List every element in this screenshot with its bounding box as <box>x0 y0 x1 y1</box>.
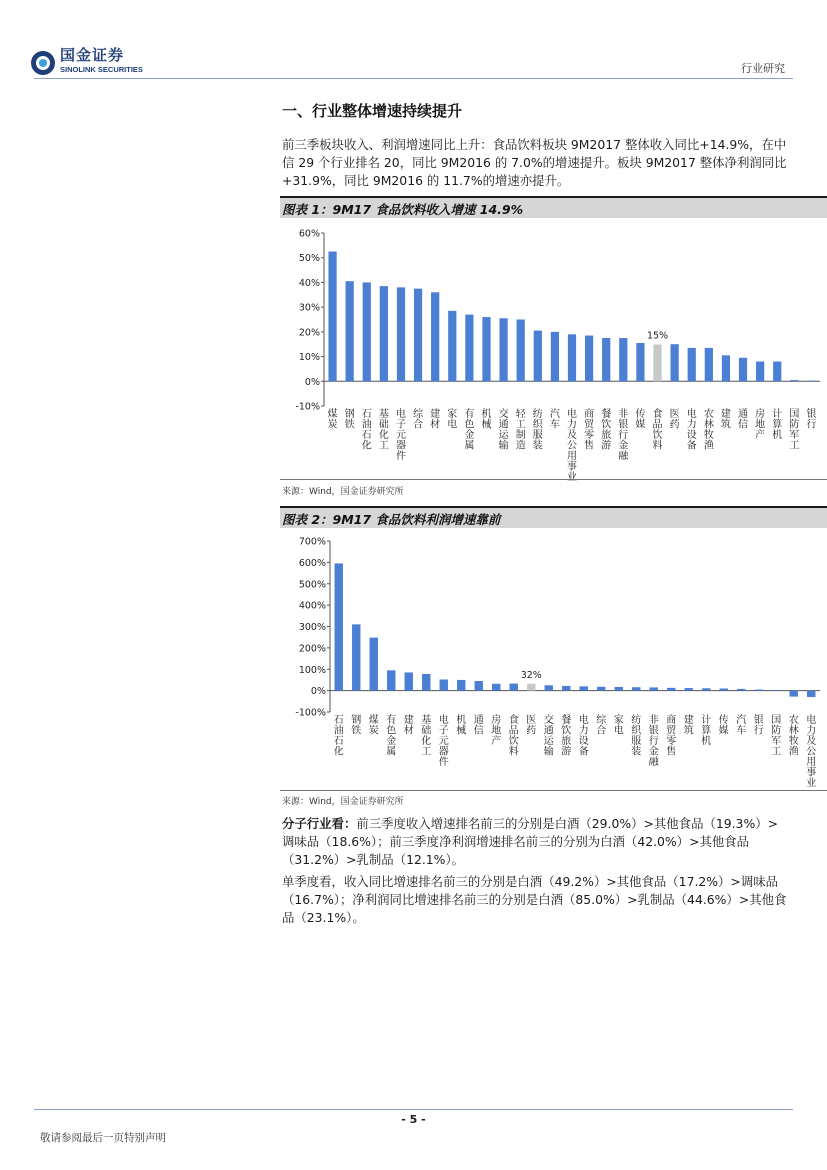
bar <box>475 681 483 691</box>
category-label: 电力及公用事业 <box>806 715 817 789</box>
bar <box>440 680 448 691</box>
bar <box>790 691 798 697</box>
logo-cn-text: 国金证券 <box>60 46 125 64</box>
bar <box>705 348 713 381</box>
bar <box>457 680 465 691</box>
logo-en-text: SINOLINK SECURITIES <box>60 65 143 74</box>
y-tick-label: 100% <box>298 664 326 676</box>
bar <box>597 687 605 691</box>
bar <box>545 685 553 690</box>
bar <box>517 320 525 382</box>
category-label: 石油石化 <box>333 715 344 758</box>
category-label: 通信 <box>473 715 484 737</box>
category-label: 传媒 <box>635 409 646 431</box>
bar <box>422 674 430 691</box>
bar <box>756 362 764 382</box>
bar <box>737 689 745 691</box>
figure-2-source-divider <box>280 790 827 791</box>
bar <box>335 563 343 690</box>
bar <box>387 670 395 690</box>
bar <box>807 691 815 697</box>
category-label: 建筑 <box>683 715 694 737</box>
bar <box>632 687 640 690</box>
category-label: 商贸零售 <box>666 715 677 758</box>
bar <box>671 344 679 381</box>
category-label: 煤炭 <box>327 409 338 431</box>
category-label: 基础化工 <box>421 715 432 758</box>
bar <box>755 690 763 691</box>
bar <box>352 624 360 690</box>
category-label: 建材 <box>403 715 414 737</box>
profit-growth-chart <box>280 530 827 788</box>
bar <box>405 672 413 690</box>
bar <box>499 318 507 381</box>
disclaimer-note: 敬请参阅最后一页特别声明 <box>40 1132 166 1144</box>
category-label: 国防军工 <box>771 715 782 758</box>
figure-2-title: 图表 2：9M17 食品饮料利润增速靠前 <box>282 512 501 527</box>
category-label: 房地产 <box>755 409 766 441</box>
figure-1-title: 图表 1：9M17 食品饮料收入增速 14.9% <box>282 202 524 217</box>
category-label: 建筑 <box>720 409 731 431</box>
y-tick-label: 600% <box>298 557 326 569</box>
category-label: 非银行金融 <box>618 409 629 462</box>
y-tick-label: 700% <box>298 536 326 548</box>
bar <box>602 338 610 381</box>
section-title: 一、行业整体增速持续提升 <box>282 102 463 120</box>
category-label: 医药 <box>669 409 680 431</box>
bar <box>363 282 371 381</box>
bar <box>492 684 500 691</box>
category-label: 煤炭 <box>368 715 379 737</box>
bar <box>448 311 456 381</box>
subsector-lead: 分子行业看： <box>282 816 357 831</box>
category-label: 计算机 <box>772 409 783 441</box>
bar <box>465 315 473 382</box>
figure-1-source-divider <box>280 479 827 480</box>
category-label: 食品饮料 <box>508 715 519 758</box>
category-label: 汽车 <box>549 409 560 431</box>
category-label: 非银行金融 <box>648 715 659 768</box>
bar <box>636 343 644 381</box>
header-divider <box>34 78 793 79</box>
category-label: 餐饮旅游 <box>561 715 572 758</box>
figure-1-header <box>280 196 827 218</box>
y-tick-label: 200% <box>298 643 326 655</box>
category-label: 商贸零售 <box>584 409 595 452</box>
bar <box>688 348 696 381</box>
bar <box>667 688 675 691</box>
category-label: 综合 <box>596 715 607 737</box>
bar <box>414 289 422 382</box>
y-tick-label: 0% <box>310 686 326 698</box>
bar <box>580 686 588 690</box>
bar <box>619 338 627 381</box>
highlight-data-label: 15% <box>646 330 669 342</box>
bar <box>790 380 798 381</box>
y-tick-label: 0% <box>304 376 320 388</box>
report-category: 行业研究 <box>741 62 785 75</box>
bar <box>397 287 405 381</box>
y-tick-label: -10% <box>295 401 320 413</box>
category-label: 电力设备 <box>578 715 589 758</box>
bar <box>739 358 747 381</box>
bar <box>370 638 378 691</box>
category-label: 综合 <box>413 409 424 431</box>
category-label: 机械 <box>456 715 467 737</box>
bar <box>722 355 730 381</box>
bar <box>380 286 388 381</box>
category-label: 汽车 <box>736 715 747 737</box>
y-tick-label: 40% <box>298 277 320 289</box>
category-label: 有色金属 <box>464 409 475 452</box>
category-label: 银行 <box>806 409 817 431</box>
bar <box>568 334 576 381</box>
category-label: 传媒 <box>718 715 729 737</box>
category-label: 基础化工 <box>378 409 389 452</box>
y-tick-label: 30% <box>298 302 320 314</box>
bar <box>585 336 593 382</box>
bar <box>431 292 439 381</box>
y-tick-label: 20% <box>298 327 320 339</box>
bar <box>346 281 354 381</box>
subsector-p1-text: 前三季度收入增速排名前三的分别是白酒（29.0%）>其他食品（19.3%）>调味品（18.6%）；前三季度净利润增速排名前三的分别为白酒（42.0%）>其他食品（31.2%）>乳制品（12.1%）。 <box>282 816 778 867</box>
category-label: 食品饮料 <box>652 409 663 452</box>
figure-2-header <box>280 506 827 528</box>
category-label: 建材 <box>430 409 441 431</box>
category-label: 石油石化 <box>361 409 372 452</box>
bar <box>551 332 559 381</box>
category-label: 电子元器件 <box>395 409 406 462</box>
bar <box>328 252 336 382</box>
y-tick-label: 300% <box>298 622 326 633</box>
bar <box>702 688 710 690</box>
y-tick-label: 10% <box>298 352 320 364</box>
category-label: 国防军工 <box>789 409 800 452</box>
bar <box>562 686 570 691</box>
category-label: 电力及公用事业 <box>567 409 577 483</box>
category-label: 交通运输 <box>543 715 554 758</box>
intro-paragraph: 前三季板块收入、利润增速同比上升：食品饮料板块 9M2017 整体收入同比+14.9%，在中信 29 个行业排名 20，同比 9M2016 的 7.0%的增速提升。板块 9M2017 整体净利润同比+31.9%，同比 9M2016 的 11.7%的增速亦提升。 <box>282 137 787 188</box>
bar <box>807 381 815 382</box>
subsector-paragraph-2: 单季度看，收入同比增速排名前三的分别是白酒（49.2%）>其他食品（17.2%）>调味品（16.7%）；净利润同比增速排名前三的分别是白酒（85.0%）>乳制品（44.6%）>其他食品（23.1%）。 <box>282 874 787 925</box>
category-label: 计算机 <box>701 715 712 747</box>
category-label: 钢铁 <box>351 715 362 737</box>
bar <box>772 690 780 691</box>
category-label: 电力设备 <box>686 409 697 452</box>
category-label: 农林牧渔 <box>788 715 799 758</box>
y-tick-label: 500% <box>298 579 326 591</box>
category-label: 房地产 <box>491 715 502 747</box>
category-label: 钢铁 <box>344 409 355 431</box>
category-label: 轻工制造 <box>515 409 526 452</box>
figure-2-source: 来源：Wind，国金证券研究所 <box>282 797 404 807</box>
subsector-paragraph-1 <box>282 815 787 869</box>
revenue-growth-chart <box>280 220 827 483</box>
bar <box>685 688 693 691</box>
footer-divider <box>34 1109 793 1110</box>
logo-mark-icon <box>30 50 56 76</box>
category-label: 家电 <box>447 409 458 431</box>
y-tick-label: 400% <box>298 600 326 612</box>
category-label: 餐饮旅游 <box>601 409 612 452</box>
y-tick-label: -100% <box>295 707 326 719</box>
bar-highlight <box>527 684 535 691</box>
category-label: 电子元器件 <box>438 715 449 768</box>
figure-1-source: 来源：Wind，国金证券研究所 <box>282 487 404 497</box>
category-label: 医药 <box>526 715 537 737</box>
bar <box>615 687 623 691</box>
category-label: 纺织服装 <box>532 409 543 452</box>
category-label: 有色金属 <box>386 715 397 758</box>
category-label: 交通运输 <box>498 409 509 452</box>
y-tick-label: 50% <box>298 253 320 265</box>
category-label: 纺织服装 <box>631 715 642 758</box>
y-tick-label: 60% <box>298 228 320 240</box>
category-label: 通信 <box>738 409 749 431</box>
bar <box>650 687 658 690</box>
category-label: 农林牧渔 <box>703 409 714 452</box>
bar <box>534 331 542 382</box>
bar-highlight <box>653 344 661 381</box>
page-number: - 5 - <box>401 1113 426 1126</box>
bar <box>482 317 490 381</box>
bar <box>720 688 728 690</box>
bar <box>510 684 518 691</box>
highlight-data-label: 32% <box>520 669 542 681</box>
category-label: 银行 <box>753 715 764 737</box>
category-label: 机械 <box>481 409 492 431</box>
category-label: 家电 <box>613 715 624 737</box>
bar <box>773 362 781 382</box>
